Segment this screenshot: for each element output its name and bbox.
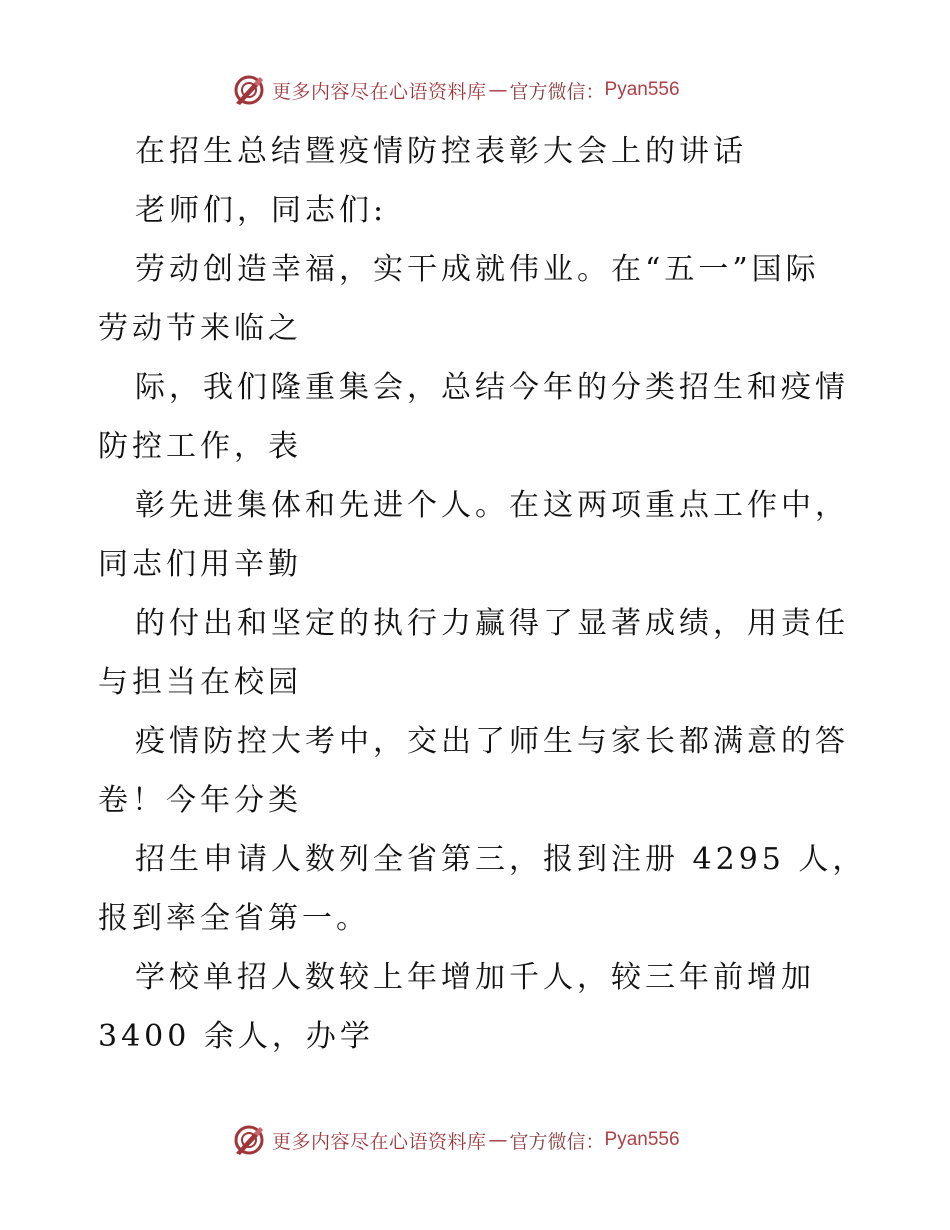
paragraph-line: 招生申请人数列全省第三，报到注册 4295 人， xyxy=(135,842,867,877)
banner-wechat-label: 官方微信： xyxy=(509,1130,605,1153)
banner-wechat-label: 官方微信： xyxy=(509,80,605,103)
paragraph-line: 报到率全省第一。 xyxy=(98,901,370,936)
paragraph-line: 劳动创造幸福，实干成就伟业。在“五一”国际 xyxy=(135,252,820,287)
banner-wechat-id: Pyan556 xyxy=(604,1129,680,1150)
paragraph-line: 卷！今年分类 xyxy=(98,783,302,818)
banner-separator: — xyxy=(488,79,508,101)
paragraph-line: 同志们用辛勤 xyxy=(98,547,302,582)
banner-text: 更多内容尽在心语资料库 xyxy=(272,1130,487,1153)
pen-circle-logo-icon xyxy=(232,73,266,107)
document-body xyxy=(98,122,867,1066)
document-title: 在招生总结暨疫情防控表彰大会上的讲话 xyxy=(135,134,747,169)
banner-separator: — xyxy=(488,1129,508,1151)
pen-circle-logo-icon xyxy=(232,1123,266,1157)
paragraph-line: 学校单招人数较上年增加千人，较三年前增加 xyxy=(135,960,815,995)
paragraph-line: 劳动节来临之 xyxy=(98,311,302,346)
salutation: 老师们，同志们: xyxy=(135,193,388,228)
paragraph-line: 与担当在校园 xyxy=(98,665,302,700)
header-banner xyxy=(232,72,680,108)
paragraph-line: 彰先进集体和先进个人。在这两项重点工作中， xyxy=(135,488,849,523)
paragraph-line: 疫情防控大考中，交出了师生与家长都满意的答 xyxy=(135,724,849,759)
footer-banner xyxy=(232,1122,680,1158)
banner-text: 更多内容尽在心语资料库 xyxy=(272,80,487,103)
paragraph-line: 际，我们隆重集会，总结今年的分类招生和疫情 xyxy=(135,370,849,405)
banner-wechat-id: Pyan556 xyxy=(604,79,680,100)
paragraph-line: 防控工作，表 xyxy=(98,429,302,464)
paragraph-line: 3400 余人，办学 xyxy=(98,1019,374,1054)
paragraph-line: 的付出和坚定的执行力赢得了显著成绩，用责任 xyxy=(135,606,849,641)
